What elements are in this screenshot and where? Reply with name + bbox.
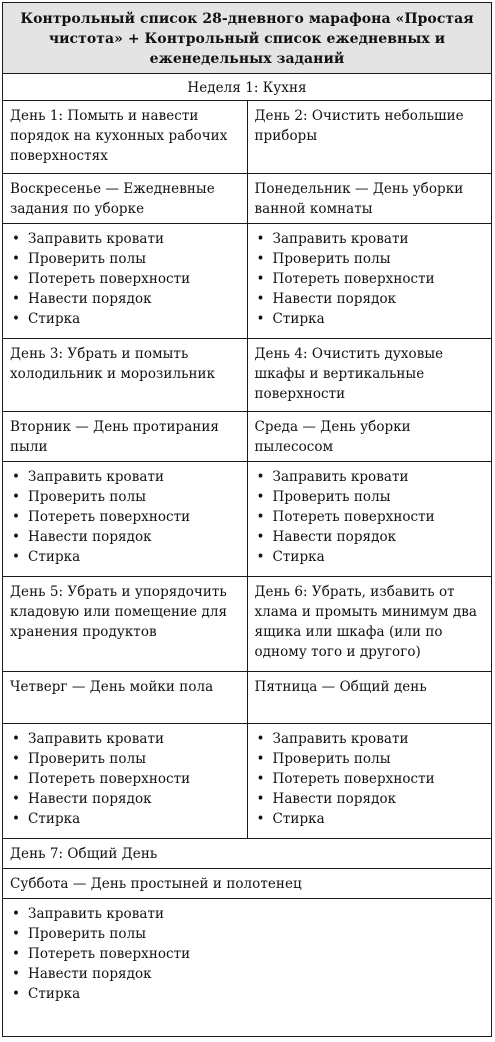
task-label: Потереть поверхности [272, 771, 435, 787]
bullet-icon: • [256, 791, 265, 807]
task-label: Навести порядок [272, 529, 397, 545]
task-label: Стирка [28, 311, 81, 327]
bullet-icon: • [12, 751, 21, 767]
task-list-cell [247, 224, 492, 339]
bullet-icon: • [12, 906, 21, 922]
task-item [10, 507, 240, 527]
task-label: Потереть поверхности [272, 271, 435, 287]
task-label: Навести порядок [272, 291, 397, 307]
task-list [255, 729, 485, 829]
bullet-icon: • [256, 489, 265, 505]
task-label: Стирка [272, 311, 325, 327]
task-item [10, 467, 240, 487]
task-label: Проверить полы [272, 489, 391, 505]
bullet-icon: • [256, 469, 265, 485]
task-item [255, 467, 485, 487]
bullet-icon: • [12, 986, 21, 1002]
task-item [10, 789, 240, 809]
task-label: Потереть поверхности [272, 509, 435, 525]
bullet-icon: • [12, 469, 21, 485]
task-item [10, 749, 240, 769]
day-cell: День 3: Убрать и помыть холодильник и морозильник [3, 339, 248, 412]
bullet-icon: • [12, 509, 21, 525]
bullet-icon: • [12, 731, 21, 747]
task-item [255, 789, 485, 809]
bullet-icon: • [256, 751, 265, 767]
task-item [255, 269, 485, 289]
task-label: Заправить кровати [272, 231, 409, 247]
task-item [255, 749, 485, 769]
task-list-cell [3, 899, 492, 1037]
task-label: Проверить полы [272, 251, 391, 267]
bullet-icon: • [12, 231, 21, 247]
bullet-icon: • [256, 311, 265, 327]
task-label: Стирка [28, 811, 81, 827]
task-item [10, 249, 240, 269]
bullet-icon: • [12, 271, 21, 287]
bullet-icon: • [12, 791, 21, 807]
bullet-icon: • [12, 251, 21, 267]
task-item [10, 769, 240, 789]
task-item [10, 809, 240, 829]
task-item [10, 729, 240, 749]
task-label: Навести порядок [28, 791, 152, 807]
task-list [10, 467, 240, 567]
bullet-icon: • [12, 946, 21, 962]
task-label: Заправить кровати [272, 469, 409, 485]
weekday-cell: Среда — День уборки пылесосом [247, 412, 492, 462]
task-item [255, 289, 485, 309]
task-label: Заправить кровати [28, 906, 165, 922]
task-item [10, 289, 240, 309]
task-label: Проверить полы [272, 751, 391, 767]
task-label: Заправить кровати [28, 231, 165, 247]
task-item [255, 547, 485, 567]
weekday-cell: Четверг — День мойки пола [3, 672, 248, 724]
task-label: Заправить кровати [28, 469, 165, 485]
bullet-icon: • [256, 811, 265, 827]
task-label: Потереть поверхности [28, 771, 191, 787]
task-label: Проверить полы [28, 489, 147, 505]
task-label: Проверить полы [28, 251, 147, 267]
bullet-icon: • [256, 529, 265, 545]
day-cell: День 4: Очистить духовые шкафы и вертикальные поверхности [247, 339, 492, 412]
day-cell: День 1: Помыть и навести порядок на кухонных рабочих поверхностях [3, 101, 248, 174]
task-label: Навести порядок [28, 966, 152, 982]
task-item [10, 547, 240, 567]
task-item [10, 944, 484, 964]
bullet-icon: • [256, 549, 265, 565]
task-item [10, 904, 484, 924]
task-item [255, 527, 485, 547]
task-list-cell [247, 462, 492, 577]
task-item [10, 984, 484, 1004]
task-label: Проверить полы [28, 751, 147, 767]
bullet-icon: • [12, 311, 21, 327]
task-item [10, 269, 240, 289]
task-item [10, 964, 484, 984]
task-item [255, 309, 485, 329]
week-heading: Неделя 1: Кухня [3, 74, 492, 101]
task-item [10, 309, 240, 329]
weekday-cell: Пятница — Общий день [247, 672, 492, 724]
bullet-icon: • [12, 966, 21, 982]
task-list-cell [3, 724, 248, 839]
task-label: Стирка [272, 549, 325, 565]
weekday-cell: Суббота — День простыней и полотенец [3, 869, 492, 899]
task-item [10, 527, 240, 547]
bullet-icon: • [256, 771, 265, 787]
task-label: Стирка [28, 549, 81, 565]
task-item [10, 487, 240, 507]
task-label: Потереть поверхности [28, 271, 191, 287]
task-list-cell [247, 724, 492, 839]
bullet-icon: • [12, 771, 21, 787]
bullet-icon: • [12, 529, 21, 545]
task-list-cell [3, 224, 248, 339]
checklist-title: Контрольный список 28-дневного марафона «Простая чистота» + Контрольный список ежедневных и еженедельных заданий [3, 3, 492, 74]
bullet-icon: • [12, 926, 21, 942]
task-item [10, 924, 484, 944]
task-label: Навести порядок [28, 529, 152, 545]
task-item [255, 729, 485, 749]
bullet-icon: • [12, 811, 21, 827]
task-item [255, 229, 485, 249]
task-label: Заправить кровати [28, 731, 165, 747]
task-label: Стирка [272, 811, 325, 827]
bullet-icon: • [256, 731, 265, 747]
task-label: Навести порядок [28, 291, 152, 307]
task-item [255, 769, 485, 789]
task-list [10, 904, 484, 1004]
bullet-icon: • [256, 231, 265, 247]
task-list [255, 467, 485, 567]
checklist-table [2, 2, 492, 1037]
bullet-icon: • [256, 251, 265, 267]
day-cell: День 7: Общий День [3, 839, 492, 869]
task-item [255, 809, 485, 829]
bullet-icon: • [12, 291, 21, 307]
task-label: Навести порядок [272, 791, 397, 807]
day-cell: День 6: Убрать, избавить от хлама и промыть минимум два ящика или шкафа (или по одному того и другого) [247, 577, 492, 672]
task-list [10, 229, 240, 329]
day-cell: День 5: Убрать и упорядочить кладовую или помещение для хранения продуктов [3, 577, 248, 672]
task-label: Потереть поверхности [28, 946, 191, 962]
task-list [10, 729, 240, 829]
bullet-icon: • [12, 549, 21, 565]
day-cell: День 2: Очистить небольшие приборы [247, 101, 492, 174]
task-label: Заправить кровати [272, 731, 409, 747]
checklist-sheet [2, 2, 492, 1037]
weekday-cell: Воскресенье — Ежедневные задания по уборке [3, 174, 248, 224]
bullet-icon: • [256, 271, 265, 287]
bullet-icon: • [256, 291, 265, 307]
task-list-cell [3, 462, 248, 577]
task-label: Стирка [28, 986, 81, 1002]
weekday-cell: Понедельник — День уборки ванной комнаты [247, 174, 492, 224]
task-list [255, 229, 485, 329]
task-label: Проверить полы [28, 926, 147, 942]
task-item [255, 249, 485, 269]
task-item [10, 229, 240, 249]
task-item [255, 507, 485, 527]
task-item [255, 487, 485, 507]
bullet-icon: • [256, 509, 265, 525]
task-label: Потереть поверхности [28, 509, 191, 525]
bullet-icon: • [12, 489, 21, 505]
weekday-cell: Вторник — День протирания пыли [3, 412, 248, 462]
